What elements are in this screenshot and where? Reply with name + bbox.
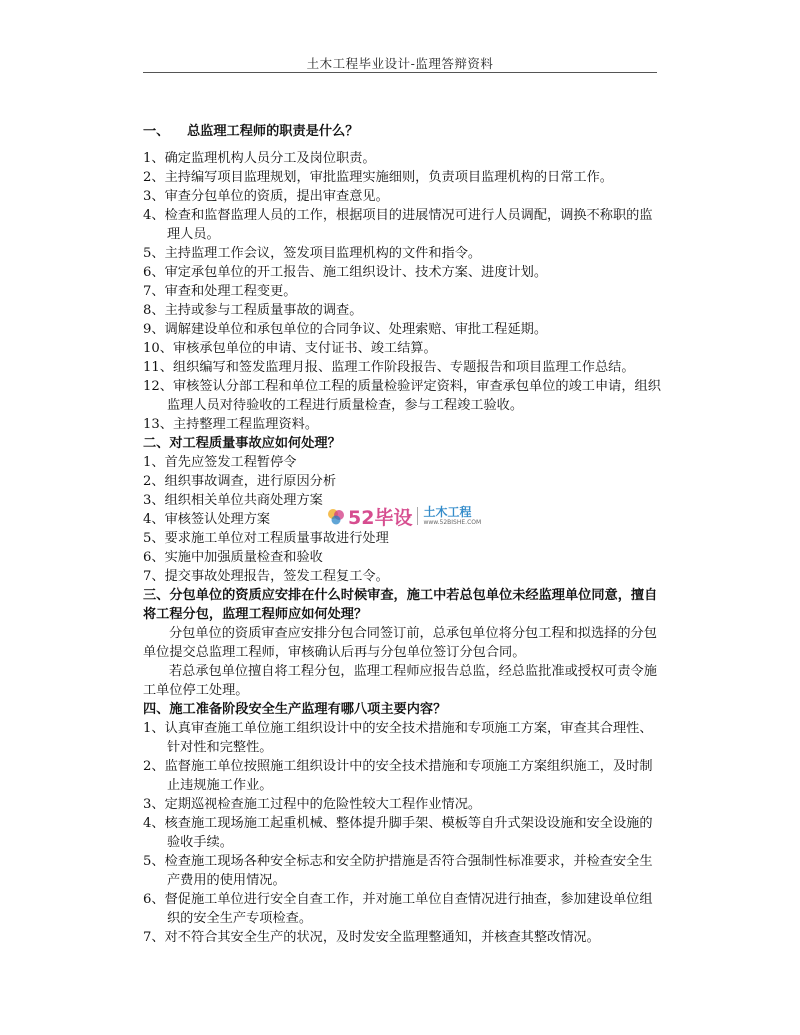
site-watermark xyxy=(326,503,486,529)
watermark-brand: 52毕设 xyxy=(348,506,413,529)
list-item: 2、监督施工单位按照施工组织设计中的安全技术措施和专项施工方案组织施工，及时制止违规施工作业。 xyxy=(143,759,653,793)
list-item: 1、确定监理机构人员分工及岗位职责。 xyxy=(143,151,376,166)
list-item: 9、调解建设单位和承包单位的合同争议、处理索赔、审批工程延期。 xyxy=(143,322,548,337)
list-item: 5、主持监理工作会议，签发项目监理机构的文件和指令。 xyxy=(143,246,482,261)
list-item: 3、审查分包单位的资质，提出审查意见。 xyxy=(143,189,389,204)
list-item: 7、对不符合其安全生产的状况，及时发安全监理整通知，并核查其整改情况。 xyxy=(143,930,600,945)
list-item: 3、组织相关单位共商处理方案 xyxy=(143,493,323,508)
header-divider xyxy=(143,72,657,73)
list-item: 1、首先应签发工程暂停令 xyxy=(143,455,297,470)
watermark-logo-icon xyxy=(326,506,346,526)
list-item: 7、提交事故处理报告，签发工程复工令。 xyxy=(143,569,389,584)
list-item: 10、审核承包单位的申请、支付证书、竣工结算。 xyxy=(143,341,437,356)
list-item: 4、核查施工现场施工起重机械、整体提升脚手架、模板等自升式架设设施和安全设施的验收手续。 xyxy=(143,816,653,850)
list-item: 4、审核签认处理方案 xyxy=(143,512,271,527)
list-item: 6、实施中加强质量检查和验收 xyxy=(143,550,323,565)
list-item: 2、组织事故调查，进行原因分析 xyxy=(143,474,337,489)
list-item: 4、检查和监督监理人员的工作，根据项目的进展情况可进行人员调配，调换不称职的监理人员。 xyxy=(143,208,653,242)
section-1-title: 总监理工程师的职责是什么？ xyxy=(187,124,359,139)
list-item: 2、主持编写项目监理规划，审批监理实施细则，负责项目监理机构的日常工作。 xyxy=(143,170,613,185)
watermark-right xyxy=(423,506,481,526)
list-item: 13、主持整理工程监理资料。 xyxy=(143,417,319,432)
paragraph: 分包单位的资质审查应安排分包合同签订前，总承包单位将分包工程和拟选择的分包单位提交总监理工程师，审核确认后再与分包单位签订分包合同。 xyxy=(143,626,657,660)
list-item: 8、主持或参与工程质量事故的调查。 xyxy=(143,303,363,318)
document-body xyxy=(143,122,663,947)
watermark-site: www.52BISHE.COM xyxy=(423,519,482,526)
section-3-heading: 三、分包单位的资质应安排在什么时候审查，施工中若总包单位未经监理单位同意，擅自将工程分包，监理工程师应如何处理？ xyxy=(143,588,658,622)
list-item: 12、审核签认分部工程和单位工程的质量检验评定资料，审查承包单位的竣工申请，组织监理人员对待验收的工程进行质量检查，参与工程竣工验收。 xyxy=(143,379,661,413)
list-item: 5、检查施工现场各种安全标志和安全防护措施是否符合强制性标准要求，并检查安全生产费用的使用情况。 xyxy=(143,854,653,888)
list-item: 1、认真审查施工单位施工组织设计中的安全技术措施和专项施工方案，审查其合理性、针对性和完整性。 xyxy=(143,721,653,755)
list-item: 5、要求施工单位对工程质量事故进行处理 xyxy=(143,531,389,546)
list-item: 7、审查和处理工程变更。 xyxy=(143,284,297,299)
list-item: 3、定期巡视检查施工过程中的危险性较大工程作业情况。 xyxy=(143,797,482,812)
list-item: 6、督促施工单位进行安全自查工作，并对施工单位自查情况进行抽查，参加建设单位组织的安全生产专项检查。 xyxy=(143,892,653,926)
paragraph: 若总承包单位擅自将工程分包，监理工程师应报告总监，经总监批准或授权可责令施工单位停工处理。 xyxy=(143,664,657,698)
watermark-divider xyxy=(417,507,418,525)
section-2-heading: 二、对工程质量事故应如何处理？ xyxy=(143,436,341,451)
watermark-sub: 土木工程 xyxy=(423,505,472,519)
page-header-title: 土木工程毕业设计-监理答辩资料 xyxy=(306,56,494,71)
list-item: 11、组织编写和签发监理月报、监理工作阶段报告、专题报告和项目监理工作总结。 xyxy=(143,360,635,375)
section-1-number: 一、 xyxy=(143,124,170,139)
section-4-heading: 四、施工准备阶段安全生产监理有哪八项主要内容？ xyxy=(143,702,447,717)
list-item: 6、审定承包单位的开工报告、施工组织设计、技术方案、进度计划。 xyxy=(143,265,548,280)
section-1-heading xyxy=(143,122,663,141)
